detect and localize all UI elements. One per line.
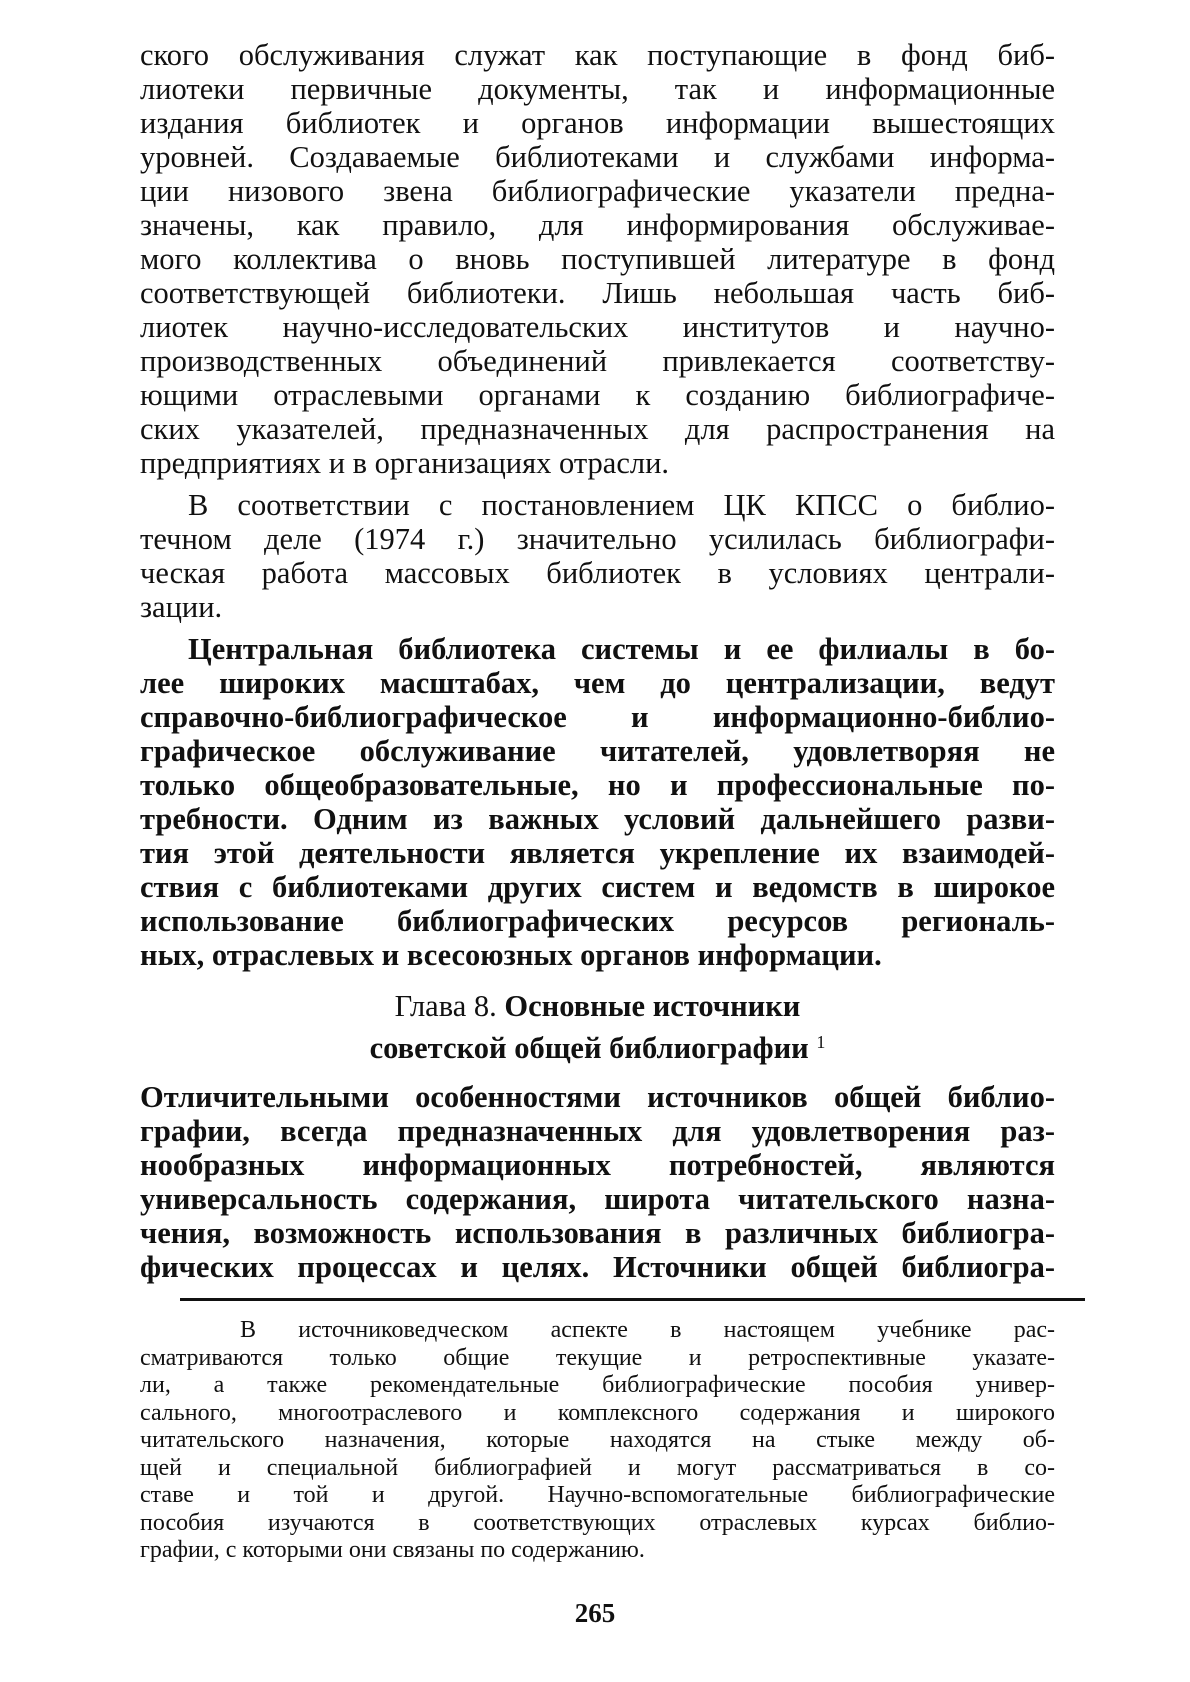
chapter-paragraph	[140, 1080, 1055, 1284]
footnote-line: щей и специальной библиографией и могут рассматриваться в со-	[140, 1454, 1055, 1481]
footnote-mark: 1	[816, 1032, 826, 1052]
text-line: справочно-библиографическое и информационно-библио-	[140, 700, 1055, 734]
text-line: ческая работа массовых библиотек в условиях централи-	[140, 556, 1055, 590]
chapter-label: Глава 8.	[394, 989, 497, 1023]
footnote-line: читательского назначения, которые находятся на стыке между об-	[140, 1427, 1055, 1453]
text-line: ских указателей, предназначенных для распространения на	[140, 412, 1055, 446]
footnote-line: В источниковедческом аспекте в настоящем учебнике рас-	[240, 1317, 1055, 1343]
text-line: ского обслуживания служат как поступающие в фонд биб-	[140, 38, 1055, 72]
text-line: тия этой деятельности является укрепление их взаимодей-	[140, 836, 1055, 870]
paragraph-2	[140, 488, 1055, 624]
paragraph-1	[140, 38, 1055, 480]
footnote-line: сального, многоотраслевого и комплексного содержания и широкого	[140, 1399, 1055, 1426]
text-line: лее широких масштабах, чем до централизации, ведут	[140, 666, 1055, 700]
text-line: соответствующей библиотеки. Лишь небольшая часть биб-	[140, 276, 1055, 310]
page-body	[140, 38, 1055, 1565]
text-line: мого коллектива о вновь поступившей литературе в фонд	[140, 242, 1055, 276]
text-line: ствия с библиотеками других систем и ведомств в широкое	[140, 870, 1055, 904]
text-line: производственных объединений привлекается соответству-	[140, 344, 1055, 378]
text-line: уровней. Создаваемые библиотеками и службами информа-	[140, 140, 1055, 174]
text-line: издания библиотек и органов информации вышестоящих	[140, 106, 1055, 140]
text-line: Отличительными особенностями источников общей библио-	[140, 1080, 1055, 1114]
text-line: В соответствии с постановлением ЦК КПСС о библио-	[188, 488, 1055, 522]
chapter-heading	[140, 988, 1055, 1066]
text-line: графии, всегда предназначенных для удовлетворения раз-	[140, 1114, 1055, 1148]
text-line: нообразных информационных потребностей, являются	[140, 1148, 1055, 1182]
text-line: ции низового звена библиографические указатели предна-	[140, 174, 1055, 208]
text-line: ющими отраслевыми органами к созданию библиографиче-	[140, 378, 1055, 412]
footnote-line: графии, с которыми они связаны по содержанию.	[140, 1537, 645, 1563]
footnote-divider	[180, 1298, 1085, 1301]
footnote-line: сматриваются только общие текущие и ретроспективные указате-	[140, 1344, 1055, 1371]
footnote-line: ставе и той и другой. Научно-вспомогательные библиографические	[140, 1482, 1055, 1508]
text-line: Центральная библиотека системы и ее филиалы в бо-	[188, 632, 1055, 666]
text-line: ных, отраслевых и всесоюзных органов информации.	[140, 938, 882, 972]
footnote-line: ли, а также рекомендательные библиографические пособия универ-	[140, 1372, 1055, 1398]
text-line: универсальность содержания, широта читательского назна-	[140, 1182, 1055, 1216]
text-line: требности. Одним из важных условий дальнейшего разви-	[140, 802, 1055, 836]
text-line: лиотек научно-исследовательских институтов и научно-	[140, 310, 1055, 344]
paragraph-3	[140, 632, 1055, 972]
chapter-title-line-2: советской общей библиографии	[369, 1031, 809, 1065]
page-number: 265	[574, 1598, 616, 1628]
text-line: течном деле (1974 г.) значительно усилилась библиографи-	[140, 522, 1055, 556]
text-line: графическое обслуживание читателей, удовлетворяя не	[140, 734, 1055, 768]
chapter-title-line-1: Основные источники	[504, 989, 801, 1023]
footnote-line: пособия изучаются в соответствующих отраслевых курсах библио-	[140, 1509, 1055, 1536]
text-line: только общеобразовательные, но и профессиональные по-	[140, 768, 1055, 802]
footnote	[140, 1317, 1055, 1565]
text-line: лиотеки первичные документы, так и информационные	[140, 72, 1055, 106]
text-line: фических процессах и целях. Источники общей библиогра-	[140, 1250, 1055, 1284]
text-line: предприятиях и в организациях отрасли.	[140, 446, 670, 480]
text-line: чения, возможность использования в различных библиогра-	[140, 1216, 1055, 1250]
text-line: зации.	[140, 590, 223, 624]
text-line: использование библиографических ресурсов региональ-	[140, 904, 1055, 938]
text-line: значены, как правило, для информирования обслуживае-	[140, 208, 1055, 242]
